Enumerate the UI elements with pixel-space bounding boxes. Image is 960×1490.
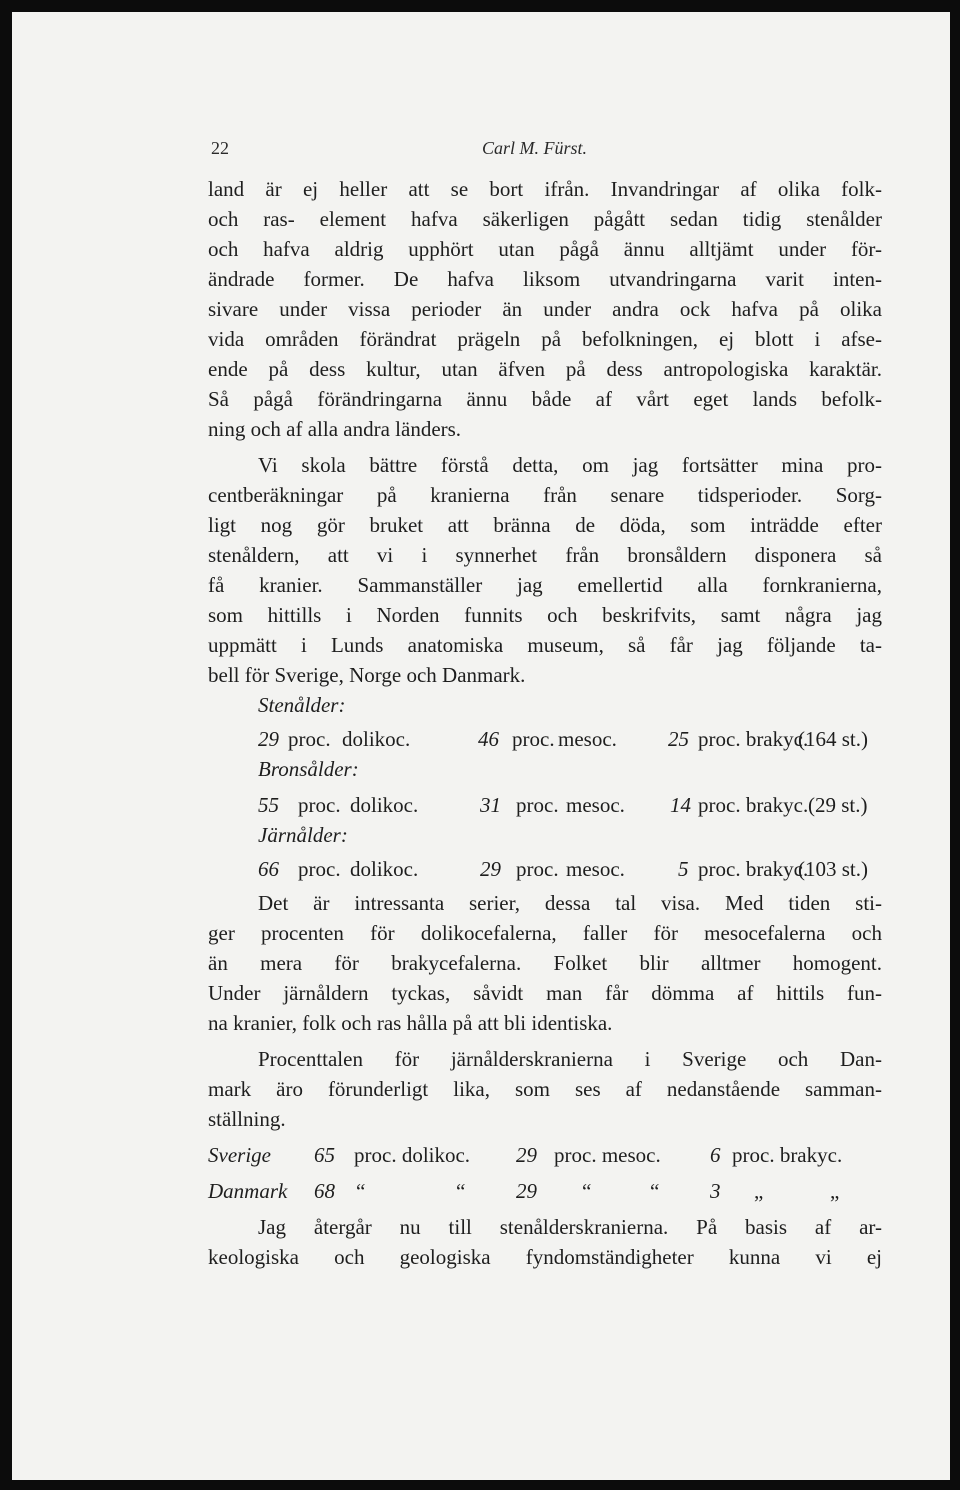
comparison-row-danmark [208,1176,882,1206]
running-head: Carl M. Fürst. [482,138,588,158]
ditto-mark: „ [754,1179,764,1203]
mesoc-value: 29 [480,857,501,881]
text-line: mark äro förunderligt lika, som ses af nedanstående samman- [208,1077,882,1101]
dolikoc-value: 68 [314,1179,335,1203]
text-line: och ras- element hafva säkerligen pågått sedan tidig stenålder [208,207,882,231]
ditto-mark: “ [356,1179,366,1203]
brakyc-value: 25 [668,727,689,751]
mesoc-label: mesoc. [566,857,625,881]
period-row [258,854,882,884]
brakyc-label: proc. brakyc. [732,1143,843,1167]
mesoc-label: mesoc. [558,727,617,751]
brakyc-label: proc. brakyc. [698,793,809,817]
count-value: (164 st.) [798,727,868,751]
text-line: land är ej heller att se bort ifrån. Invandringar af olika folk- [208,177,882,201]
count-value: (29 st.) [808,793,868,817]
text-line: ning och af alla andra länders. [208,417,462,441]
text-line: Det är intressanta serier, dessa tal visa. Med tiden sti- [258,891,882,915]
text-line: ger procenten för dolikocefalerna, faller för mesocefalerna och [208,921,882,945]
dolikoc-value: 65 [314,1143,335,1167]
proc-label: proc. [516,857,559,881]
text-line: och hafva aldrig upphört utan pågå ännu alltjämt under för- [208,237,882,261]
text-line: keologiska och geologiska fyndomständigheter kunna vi ej [208,1245,882,1269]
proc-label: proc. [288,727,331,751]
text-line: centberäkningar på kranierna från senare tidsperioder. Sorg- [208,483,882,507]
text-line: na kranier, folk och ras hålla på att bli identiska. [208,1011,613,1035]
brakyc-label: proc. brakyc. [698,857,809,881]
dolikoc-label: dolikoc. [350,793,419,817]
text-line: sivare under vissa perioder än under andra ock hafva på olika [208,297,882,321]
dolikoc-value: 55 [258,793,279,817]
period-heading: Stenålder: [258,693,346,717]
text-line: bell för Sverige, Norge och Danmark. [208,663,526,687]
proc-label: proc. [298,857,341,881]
period-row [258,790,882,820]
period-heading: Järnålder: [258,823,348,847]
country-label: Danmark [208,1179,288,1203]
count-value: (103 st.) [798,857,868,881]
ditto-mark: “ [456,1179,466,1203]
proc-label: proc. [516,793,559,817]
proc-label: proc. [298,793,341,817]
comparison-row-sverige [208,1140,882,1170]
period-heading: Bronsålder: [258,757,359,781]
page-number: 22 [211,138,229,158]
mesoc-label: proc. mesoc. [554,1143,661,1167]
period-row [258,724,882,754]
ditto-mark: “ [582,1179,592,1203]
mesoc-label: mesoc. [566,793,625,817]
text-line: få kranier. Sammanställer jag emellertid alla fornkranierna, [208,573,882,597]
dolikoc-value: 29 [258,727,279,751]
ditto-mark: „ [830,1179,840,1203]
proc-label: proc. [512,727,555,751]
country-label: Sverige [208,1143,271,1167]
text-line: Vi skola bättre förstå detta, om jag fortsätter mina pro- [258,453,882,477]
text-line: ändrade former. De hafva liksom utvandringarna varit inten- [208,267,882,291]
text-line: som hittills i Norden funnits och beskrifvits, samt några jag [208,603,882,627]
text-line: ligt nog gör bruket att bränna de döda, som inträdde efter [208,513,882,537]
text-line: Jag återgår nu till stenålderskranierna. På basis af ar- [258,1215,882,1239]
text-line: vida områden förändrat prägeln på befolkningen, ej blott i afse- [208,327,882,351]
book-page [12,12,950,1480]
text-line: än mera för brakycefalerna. Folket blir alltmer homogent. [208,951,882,975]
text-line: Under järnåldern tyckas, såvidt man får dömma af hittils fun- [208,981,882,1005]
text-line: Procenttalen för järnålderskranierna i Sverige och Dan- [258,1047,882,1071]
ditto-mark: “ [650,1179,660,1203]
dolikoc-label: dolikoc. [342,727,411,751]
text-line: stenåldern, att vi i synnerhet från bronsåldern disponera så [208,543,882,567]
text-line: uppmätt i Lunds anatomiska museum, så får jag följande ta- [208,633,882,657]
brakyc-value: 5 [678,857,689,881]
page-header [12,138,950,162]
mesoc-value: 31 [480,793,501,817]
dolikoc-label: proc. dolikoc. [354,1143,471,1167]
mesoc-value: 46 [478,727,499,751]
text-line: ställning. [208,1107,286,1131]
brakyc-value: 3 [710,1179,721,1203]
brakyc-value: 6 [710,1143,721,1167]
text-line: Så pågå förändringarna ännu både af vårt eget lands befolk- [208,387,882,411]
text-line: ende på dess kultur, utan äfven på dess antropologiska karaktär. [208,357,882,381]
dolikoc-value: 66 [258,857,279,881]
mesoc-value: 29 [516,1143,537,1167]
dolikoc-label: dolikoc. [350,857,419,881]
mesoc-value: 29 [516,1179,537,1203]
brakyc-label: proc. brakyc. [698,727,809,751]
brakyc-value: 14 [670,793,691,817]
